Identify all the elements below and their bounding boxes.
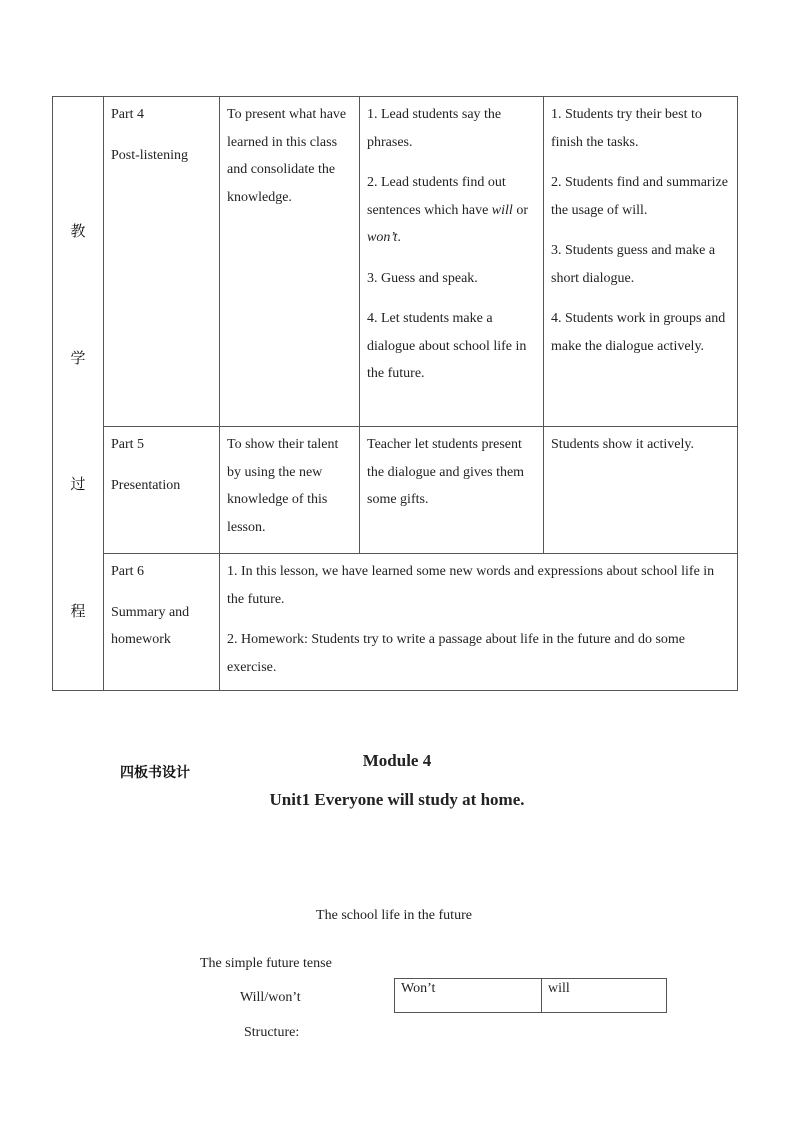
- teacher-activity-cell: [360, 427, 544, 554]
- process-label-char: 程: [70, 602, 86, 620]
- part-number: Part 6: [111, 564, 145, 579]
- board-design-label: 四板书设计: [120, 765, 190, 781]
- part-number: Part 4: [111, 107, 145, 122]
- wont-cell: Won’t: [395, 979, 542, 1013]
- part-number: Part 5: [111, 437, 145, 452]
- teacher-step: 3. Guess and speak.: [367, 270, 478, 286]
- process-label-char: 教: [70, 222, 86, 240]
- part-cell: [104, 554, 220, 691]
- student-step: 4. Students work in groups and make the dialogue actively.: [551, 311, 726, 354]
- teacher-step: 1. Lead students say the phrases.: [367, 107, 502, 150]
- aim-text: To show their talent by using the new knowledge of this lesson.: [227, 437, 339, 535]
- teaching-process-table: [52, 96, 738, 691]
- part-cell: [104, 97, 220, 427]
- table-row: [53, 97, 738, 427]
- homework-text: 2. Homework: Students try to write a passage about life in the future and do some exercise.: [227, 632, 686, 675]
- aim-cell: [220, 97, 360, 427]
- student-step: 1. Students try their best to finish the tasks.: [551, 107, 702, 150]
- board-topic: The school life in the future: [316, 908, 472, 923]
- student-activity-cell: [544, 427, 738, 554]
- board-structure: Structure:: [244, 1025, 300, 1040]
- teacher-step: 4. Let students make a dialogue about school life in the future.: [367, 311, 527, 381]
- process-label-char: 过: [70, 475, 86, 493]
- table-row: [395, 979, 667, 1013]
- table-row: [53, 554, 738, 691]
- summary-cell: [220, 554, 738, 691]
- student-activity-cell: [544, 97, 738, 427]
- aim-cell: [220, 427, 360, 554]
- unit-title: Unit1 Everyone will study at home.: [269, 790, 525, 809]
- process-label-cell: [53, 97, 104, 691]
- part-cell: [104, 427, 220, 554]
- teacher-activity-cell: [360, 97, 544, 427]
- process-label-char: 学: [70, 349, 86, 367]
- student-step: 2. Students find and summarize the usage of will.: [551, 175, 728, 218]
- board-will-wont: Will/won’t: [240, 990, 301, 1005]
- will-cell: will: [542, 979, 667, 1013]
- teacher-step: Teacher let students present the dialogue and gives them some gifts.: [367, 437, 525, 507]
- aim-text: To present what have learned in this class and consolidate the knowledge.: [227, 107, 347, 205]
- summary-text: 1. In this lesson, we have learned some new words and expressions about school life in the future.: [227, 564, 715, 607]
- part-stage: Summary and homework: [111, 604, 190, 647]
- student-step: Students show it actively.: [551, 437, 694, 452]
- board-tense: The simple future tense: [200, 956, 332, 971]
- student-step: 3. Students guess and make a short dialogue.: [551, 243, 716, 286]
- part-stage: Presentation: [111, 477, 181, 493]
- module-title: Module 4: [362, 751, 432, 770]
- table-row: [53, 427, 738, 554]
- teacher-step: 2. Lead students find out sentences which have will or won’t.: [367, 175, 528, 245]
- will-wont-table: [394, 978, 667, 1013]
- part-stage: Post-listening: [111, 147, 189, 163]
